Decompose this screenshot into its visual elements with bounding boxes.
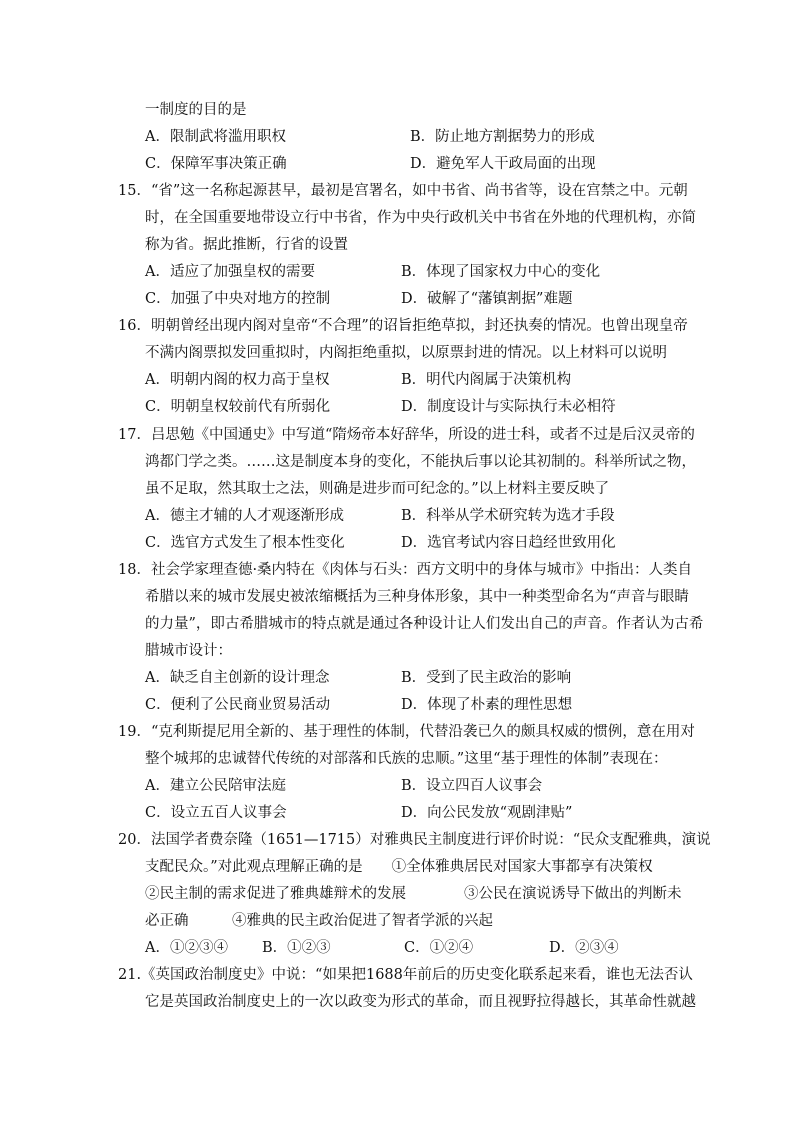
q18-stem-line-4: 腊城市设计： — [145, 643, 232, 659]
q17-option-a: A．德主才辅的人才观逐渐形成 — [145, 508, 344, 524]
q18-option-a: A．缺乏自主创新的设计理念 — [145, 670, 330, 686]
q15-stem-line-2: 时，在全国重要地带设立行中书省，作为中央行政机关中书省在外地的代理机构，亦简 — [145, 210, 696, 226]
q19-stem-line-2: 整个城邦的忠诚替代传统的对部落和氏族的忠顺。”这里“基于理性的体制”表现在： — [145, 751, 668, 767]
q18-stem-line-2: 希腊以来的城市发展史被浓缩概括为三种身体形象，其中一种类型命名为“声音与眼睛 — [145, 589, 689, 605]
q15-stem-line-1: 15．“省”这一名称起源甚早，最初是宫署名，如中书省、尚书省等，设在宫禁之中。元朝 — [118, 183, 688, 199]
q18-stem-line-1: 18．社会学家理查德·桑内特在《肉体与石头：西方文明中的身体与城市》中指出：人类自 — [118, 562, 693, 578]
q16-stem-line-1: 16．明朝曾经出现内阁对皇帝“不合理”的诏旨拒绝草拟，封还执奏的情况。也曾出现皇帝 — [118, 318, 688, 334]
q15-option-d: D．破解了“藩镇割据”难题 — [401, 291, 573, 307]
q19-option-a: A．建立公民陪审法庭 — [145, 778, 286, 794]
q20-stem-line-2: 支配民众。”对此观点理解正确的是 ①全体雅典居民对国家大事都享有决策权 — [145, 859, 653, 875]
q14-option-c: C．保障军事决策正确 — [145, 156, 287, 172]
q21-stem-line-1: 21.《英国政治制度史》中说：“如果把1688年前后的历史变化联系起来看，谁也无法否认 — [118, 967, 693, 983]
q16-option-a: A．明朝内阁的权力高于皇权 — [145, 372, 330, 388]
q17-stem-line-2: 鸿都门学之类。……这是制度本身的变化，不能执后事以论其初制的。科举所试之物， — [145, 454, 696, 470]
q17-stem-line-3: 虽不足取，然其取士之法，则确是进步而可纪念的。”以上材料主要反映了 — [145, 481, 610, 497]
q15-option-c: C．加强了中央对地方的控制 — [145, 291, 331, 307]
q14-stem-continued: 一制度的目的是 — [145, 102, 247, 118]
q15-option-a: A．适应了加强皇权的需要 — [145, 264, 315, 280]
q21-stem-line-2: 它是英国政治制度史上的一次以政变为形式的革命，而且视野拉得越长，其革命性就越 — [145, 994, 696, 1010]
q19-option-d: D．向公民发放“观剧津贴” — [401, 805, 573, 821]
q17-option-c: C．选官方式发生了根本性变化 — [145, 535, 345, 551]
q17-option-b: B．科举从学术研究转为选才手段 — [401, 508, 615, 524]
q20-option-c: C．①②④ — [404, 940, 474, 956]
q17-stem-line-1: 17．吕思勉《中国通史》中写道“隋炀帝本好辞华，所设的进士科，或者不过是后汉灵帝的 — [118, 427, 695, 443]
q14-option-d: D．避免军人干政局面的出现 — [410, 156, 596, 172]
q19-option-c: C．设立五百人议事会 — [145, 805, 287, 821]
q20-stem-line-1: 20．法国学者费奈隆（1651—1715）对雅典民主制度进行评价时说：“民众支配雅典，演说 — [118, 832, 711, 848]
q18-option-b: B．受到了民主政治的影响 — [401, 670, 572, 686]
q20-stem-line-3: ②民主制的需求促进了雅典雄辩术的发展 ③公民在演说诱导下做出的判断未 — [145, 886, 682, 902]
q16-option-d: D．制度设计与实际执行未必相符 — [401, 399, 616, 415]
q19-stem-line-1: 19．“克利斯提尼用全新的、基于理性的体制，代替沿袭已久的颇具权威的惯例，意在用对 — [118, 724, 695, 740]
q20-option-a: A．①②③④ — [145, 940, 228, 956]
q19-option-b: B．设立四百人议事会 — [401, 778, 543, 794]
q20-option-b: B．①②③ — [262, 940, 331, 956]
q20-stem-line-4: 必正确 ④雅典的民主政治促进了智者学派的兴起 — [145, 913, 493, 929]
q18-option-c: C．便利了公民商业贸易活动 — [145, 697, 331, 713]
q17-option-d: D．选官考试内容日趋经世致用化 — [401, 535, 616, 551]
q15-stem-line-3: 称为省。据此推断，行省的设置 — [145, 237, 348, 253]
q15-option-b: B．体现了国家权力中心的变化 — [401, 264, 601, 280]
q16-option-b: B．明代内阁属于决策机构 — [401, 372, 572, 388]
q18-option-d: D．体现了朴素的理性思想 — [401, 697, 573, 713]
q14-option-b: B．防止地方割据势力的形成 — [410, 129, 595, 145]
q16-option-c: C．明朝皇权较前代有所弱化 — [145, 399, 331, 415]
q14-option-a: A．限制武将滥用职权 — [145, 129, 286, 145]
q20-option-d: D．②③④ — [549, 940, 619, 956]
q16-stem-line-2: 不满内阁票拟发回重拟时，内阁拒绝重拟，以原票封进的情况。以上材料可以说明 — [145, 345, 667, 361]
q18-stem-line-3: 的力量”，即古希腊城市的特点就是通过各种设计让人们发出自己的声音。作者认为古希 — [145, 616, 704, 632]
